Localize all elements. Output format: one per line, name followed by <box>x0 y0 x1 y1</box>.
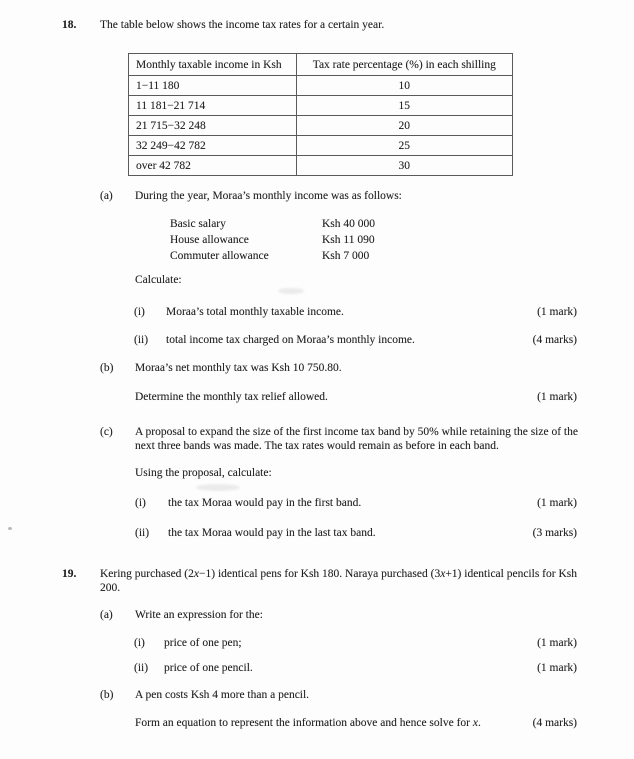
tax-table-row <box>129 116 513 136</box>
tax-table-header-income: Monthly taxable income in Ksh <box>129 54 297 76</box>
variable-x: x <box>440 568 446 580</box>
q19-number: 19. <box>62 568 77 580</box>
q18a-text: During the year, Moraa’s monthly income was as follows: <box>135 190 402 202</box>
q19b-row <box>0 688 634 703</box>
q18-intro-row <box>0 18 634 33</box>
income-band: 11 181−21 714 <box>129 96 297 116</box>
income-item-row <box>0 217 634 232</box>
q19b-form-part: Form an equation to represent the information above and hence solve for <box>135 717 473 729</box>
item-text: Moraa’s total monthly taxable income. <box>166 306 344 318</box>
tax-table-row <box>129 136 513 156</box>
income-item-value: Ksh 40 000 <box>322 218 376 230</box>
q18c-label: (c) <box>100 426 113 438</box>
q19b-form-part: . <box>477 717 481 729</box>
tax-table-row <box>129 156 513 176</box>
q18b-determine-text: Determine the monthly tax relief allowed. <box>135 391 328 403</box>
q18a-ii-row <box>0 333 634 348</box>
tax-rate: 15 <box>296 96 512 116</box>
item-text: the tax Moraa would pay in the first band. <box>168 497 362 509</box>
item-text: total income tax charged on Moraa’s monthly income. <box>166 334 415 346</box>
q18a-i-row <box>0 305 634 320</box>
income-band: 21 715−32 248 <box>129 116 297 136</box>
scan-smudge <box>196 484 240 491</box>
q18b-label: (b) <box>100 362 114 374</box>
q19-intro-text <box>100 567 582 595</box>
q18-intro-text: The table below shows the income tax rates for a certain year. <box>100 19 385 31</box>
item-text: price of one pencil. <box>164 662 253 674</box>
q19-intro-part: Kering purchased (2 <box>100 568 194 580</box>
q19b-form-row <box>0 716 634 731</box>
income-item-value: Ksh 7 000 <box>322 250 370 262</box>
q18b-row <box>0 361 634 376</box>
item-label: (ii) <box>135 527 150 539</box>
variable-x: x <box>193 568 199 580</box>
marks-label: (4 marks) <box>532 334 577 346</box>
tax-rates-table <box>128 53 513 176</box>
marks-label: (3 marks) <box>532 527 577 539</box>
marks-label: (1 mark) <box>537 391 577 403</box>
marks-label: (1 mark) <box>537 637 577 649</box>
q18c-using-row <box>0 466 634 481</box>
scan-smudge <box>278 288 304 294</box>
income-item-name: Commuter allowance <box>170 250 269 262</box>
item-text: price of one pen; <box>164 637 242 649</box>
income-band: 32 249−42 782 <box>129 136 297 156</box>
q19a-row <box>0 608 634 623</box>
q18c-using-text: Using the proposal, calculate: <box>135 467 272 479</box>
q19b-label: (b) <box>100 689 114 701</box>
q19a-i-row <box>0 636 634 651</box>
tax-table-header-row <box>129 54 513 76</box>
income-item-name: House allowance <box>170 234 249 246</box>
item-label: (ii) <box>134 662 149 674</box>
item-label: (i) <box>135 497 146 509</box>
q18a-label: (a) <box>100 190 113 202</box>
item-label: (i) <box>134 306 145 318</box>
q18-number: 18. <box>62 19 77 31</box>
q18c-i-row <box>0 496 634 511</box>
tax-rate: 20 <box>296 116 512 136</box>
scan-speck <box>8 527 12 530</box>
variable-x: x <box>472 717 478 729</box>
marks-label: (1 mark) <box>537 306 577 318</box>
q19-intro-part: +1) identical pencils for Ksh 200. <box>100 568 577 594</box>
marks-label: (4 marks) <box>532 717 577 729</box>
q19b-form-text <box>135 716 481 730</box>
tax-rate: 25 <box>296 136 512 156</box>
tax-rate: 10 <box>296 76 512 96</box>
income-band: over 42 782 <box>129 156 297 176</box>
marks-label: (1 mark) <box>537 662 577 674</box>
q18a-row <box>0 189 634 204</box>
q18c-text: A proposal to expand the size of the first income tax band by 50% while retaining the size of the next three bands was made. The tax rates would remain as before in each band. <box>135 426 578 452</box>
item-label: (ii) <box>134 334 149 346</box>
q18b-text: Moraa’s net monthly tax was Ksh 10 750.80. <box>135 362 342 374</box>
item-text: the tax Moraa would pay in the last tax band. <box>168 527 376 539</box>
tax-table-header-rate: Tax rate percentage (%) in each shilling <box>296 54 512 76</box>
q19b-text: A pen costs Ksh 4 more than a pencil. <box>135 689 310 701</box>
q19a-label: (a) <box>100 609 113 621</box>
tax-rate: 30 <box>296 156 512 176</box>
tax-table-row <box>129 76 513 96</box>
income-item-name: Basic salary <box>170 218 226 230</box>
marks-label: (1 mark) <box>537 497 577 509</box>
q19a-text: Write an expression for the: <box>135 609 263 621</box>
tax-table-row <box>129 96 513 116</box>
item-label: (i) <box>134 637 145 649</box>
calculate-label: Calculate: <box>135 274 182 286</box>
q18b-determine-row <box>0 390 634 405</box>
q19a-ii-row <box>0 661 634 676</box>
q19-intro-part: −1) identical pens for Ksh 180. Naraya purchased (3 <box>199 568 441 580</box>
income-band: 1−11 180 <box>129 76 297 96</box>
calculate-row <box>0 273 634 288</box>
income-item-value: Ksh 11 090 <box>322 234 375 246</box>
q18c-ii-row <box>0 526 634 541</box>
income-item-row <box>0 233 634 248</box>
income-item-row <box>0 249 634 264</box>
